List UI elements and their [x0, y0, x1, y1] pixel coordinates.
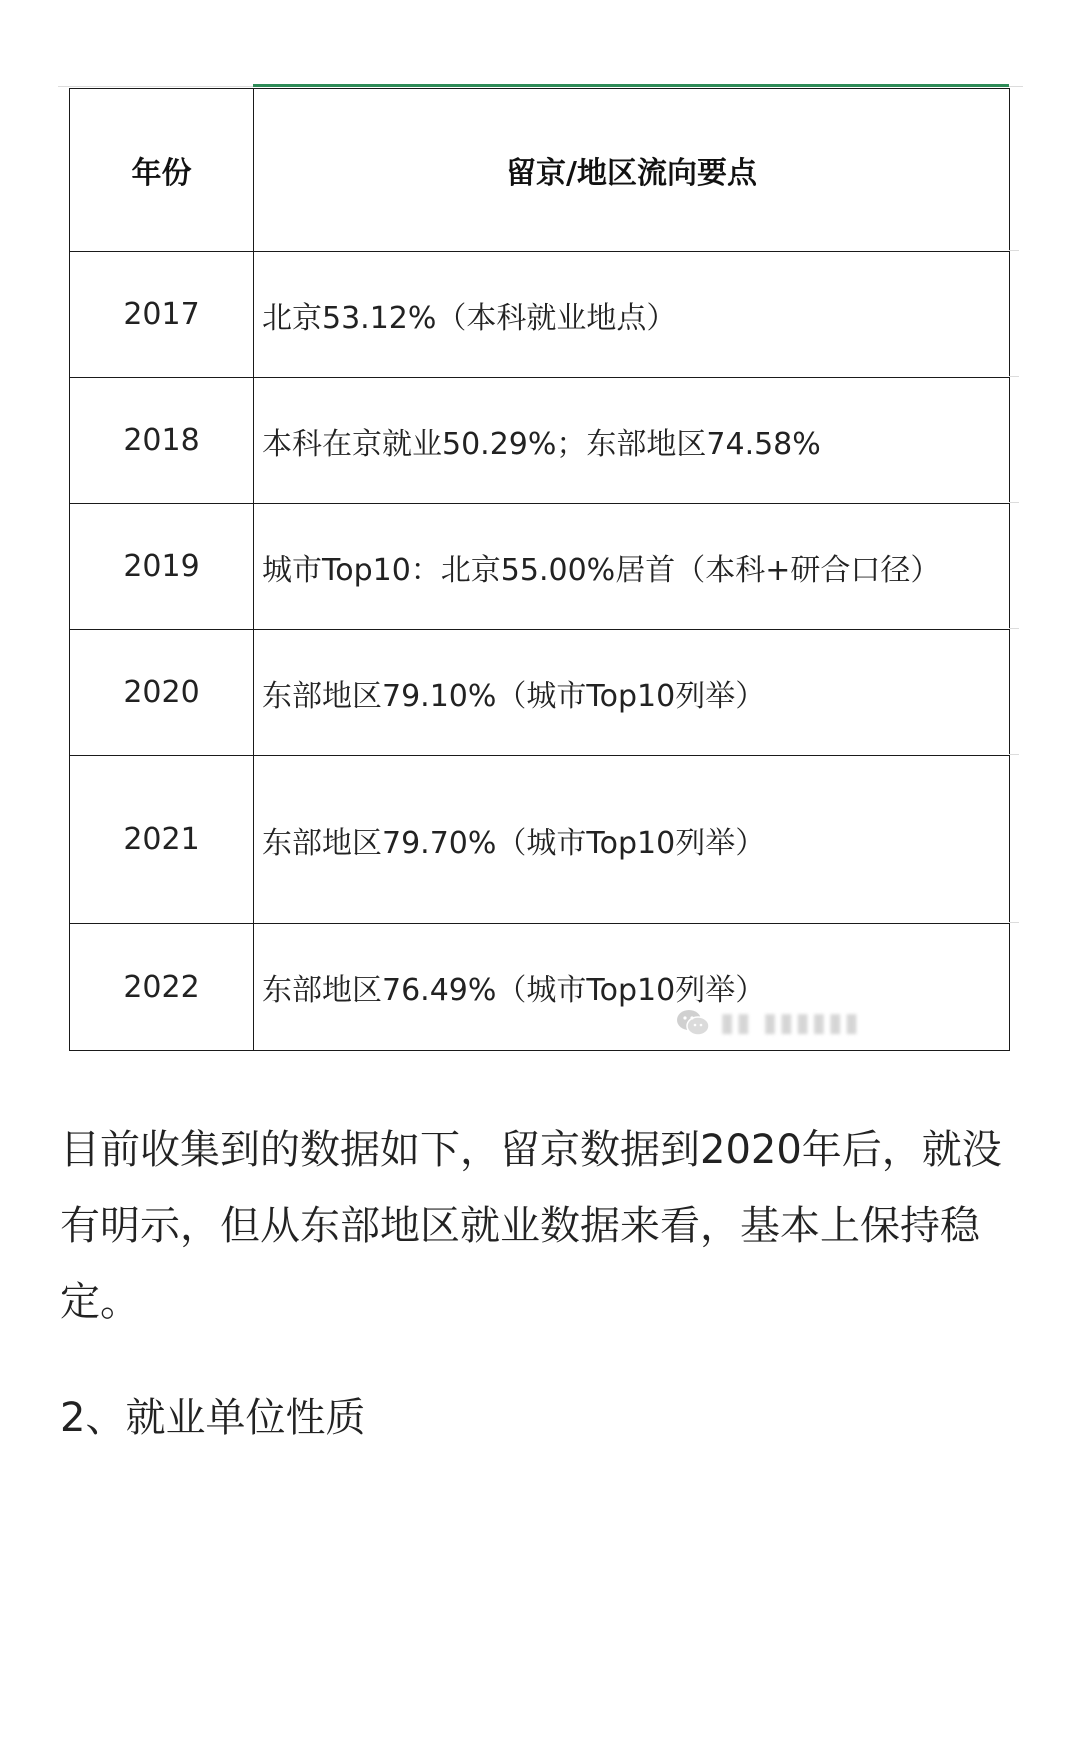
year-cell: 2020 [70, 630, 254, 756]
sheet-grid-tick [1009, 754, 1019, 755]
sheet-grid-tick [1009, 502, 1019, 503]
table-row [70, 504, 1010, 630]
table-row [70, 756, 1010, 924]
sheet-grid-tick [1009, 376, 1019, 377]
note-cell: 本科在京就业50.29%；东部地区74.58% [254, 378, 1010, 504]
note-cell: 城市Top10：北京55.00%居首（本科+研合口径） [254, 504, 1010, 630]
table-row [70, 378, 1010, 504]
note-cell: 东部地区79.70%（城市Top10列举） [254, 756, 1010, 924]
watermark-text: ▮▮ ▮▮▮▮▮▮ [720, 1008, 861, 1038]
table-row [70, 630, 1010, 756]
year-cell: 2022 [70, 924, 254, 1051]
sheet-grid-tick [1009, 250, 1019, 251]
sheet-grid-tick [1009, 628, 1019, 629]
year-cell: 2018 [70, 378, 254, 504]
header-flow-notes: 留京/地区流向要点 [254, 89, 1010, 252]
employment-flow-table [69, 88, 1010, 1051]
sheet-grid-tick [1009, 922, 1019, 923]
table-row [70, 252, 1010, 378]
note-cell: 东部地区76.49%（城市Top10列举） [254, 924, 1010, 1051]
table-row [70, 924, 1010, 1051]
body-paragraph: 目前收集到的数据如下，留京数据到2020年后，就没有明示，但从东部地区就业数据来看，基本上保持稳定。 [60, 1127, 1002, 1325]
wechat-icon [676, 1009, 710, 1037]
selected-cell-indicator [253, 84, 1009, 87]
wechat-watermark [676, 1008, 861, 1038]
year-cell: 2021 [70, 756, 254, 924]
table-header-row [70, 89, 1010, 252]
note-cell: 北京53.12%（本科就业地点） [254, 252, 1010, 378]
year-cell: 2019 [70, 504, 254, 630]
note-cell: 东部地区79.10%（城市Top10列举） [254, 630, 1010, 756]
section-heading: 2、就业单位性质 [60, 1395, 366, 1441]
header-year: 年份 [70, 89, 254, 252]
year-cell: 2017 [70, 252, 254, 378]
